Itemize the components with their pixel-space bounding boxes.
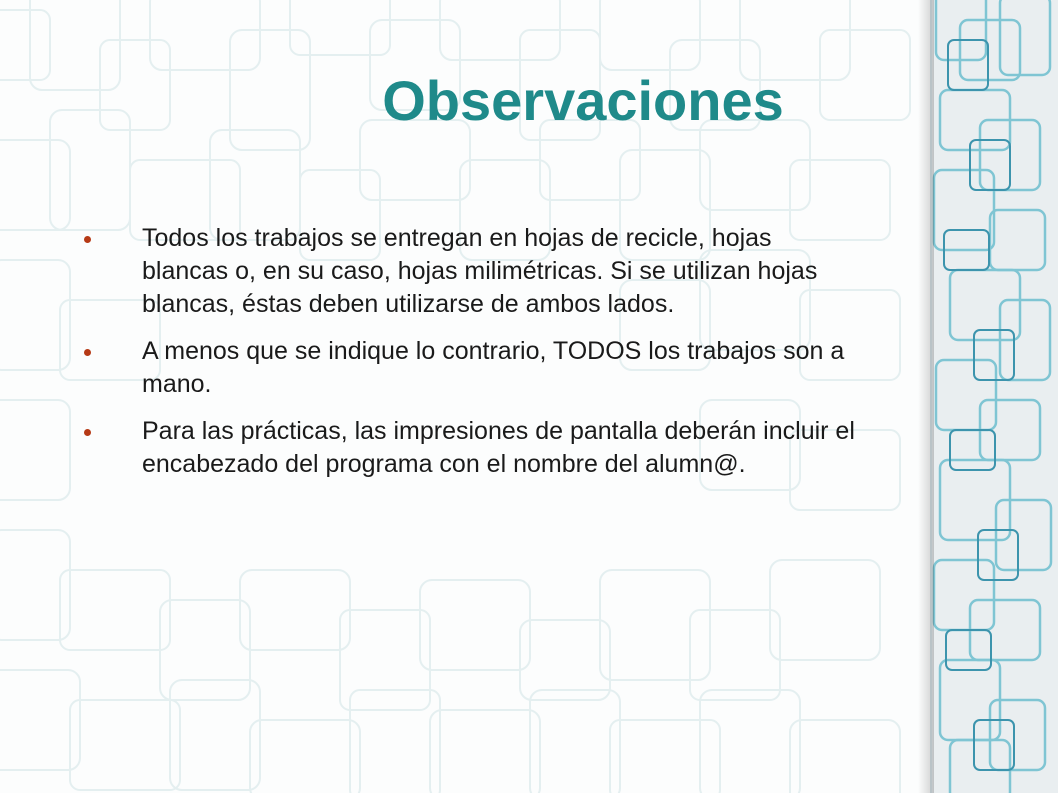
side-band-edge (930, 0, 932, 793)
bullet-marker-icon (84, 349, 91, 356)
bullet-text: A menos que se indique lo contrario, TODOS los trabajos son a mano. (142, 337, 845, 398)
bullet-item (0, 335, 860, 401)
bullet-list (0, 222, 860, 495)
decorative-side-band (930, 0, 1058, 793)
bullet-text: Para las prácticas, las impresiones de pantalla deberán incluir el encabezado del programa con el nombre del alumn@. (142, 417, 855, 478)
bullet-marker-icon (84, 429, 91, 436)
bullet-marker-icon (84, 236, 91, 243)
bullet-item (0, 222, 860, 321)
slide-title: Observaciones (382, 69, 784, 132)
bullet-text: Todos los trabajos se entregan en hojas de recicle, hojas blancas o, en su caso, hojas milimétricas. Si se utilizan hojas blancas, éstas deben utilizarse de ambos lados. (142, 224, 818, 318)
bullet-item (0, 415, 860, 481)
side-band-pattern (930, 0, 1058, 793)
